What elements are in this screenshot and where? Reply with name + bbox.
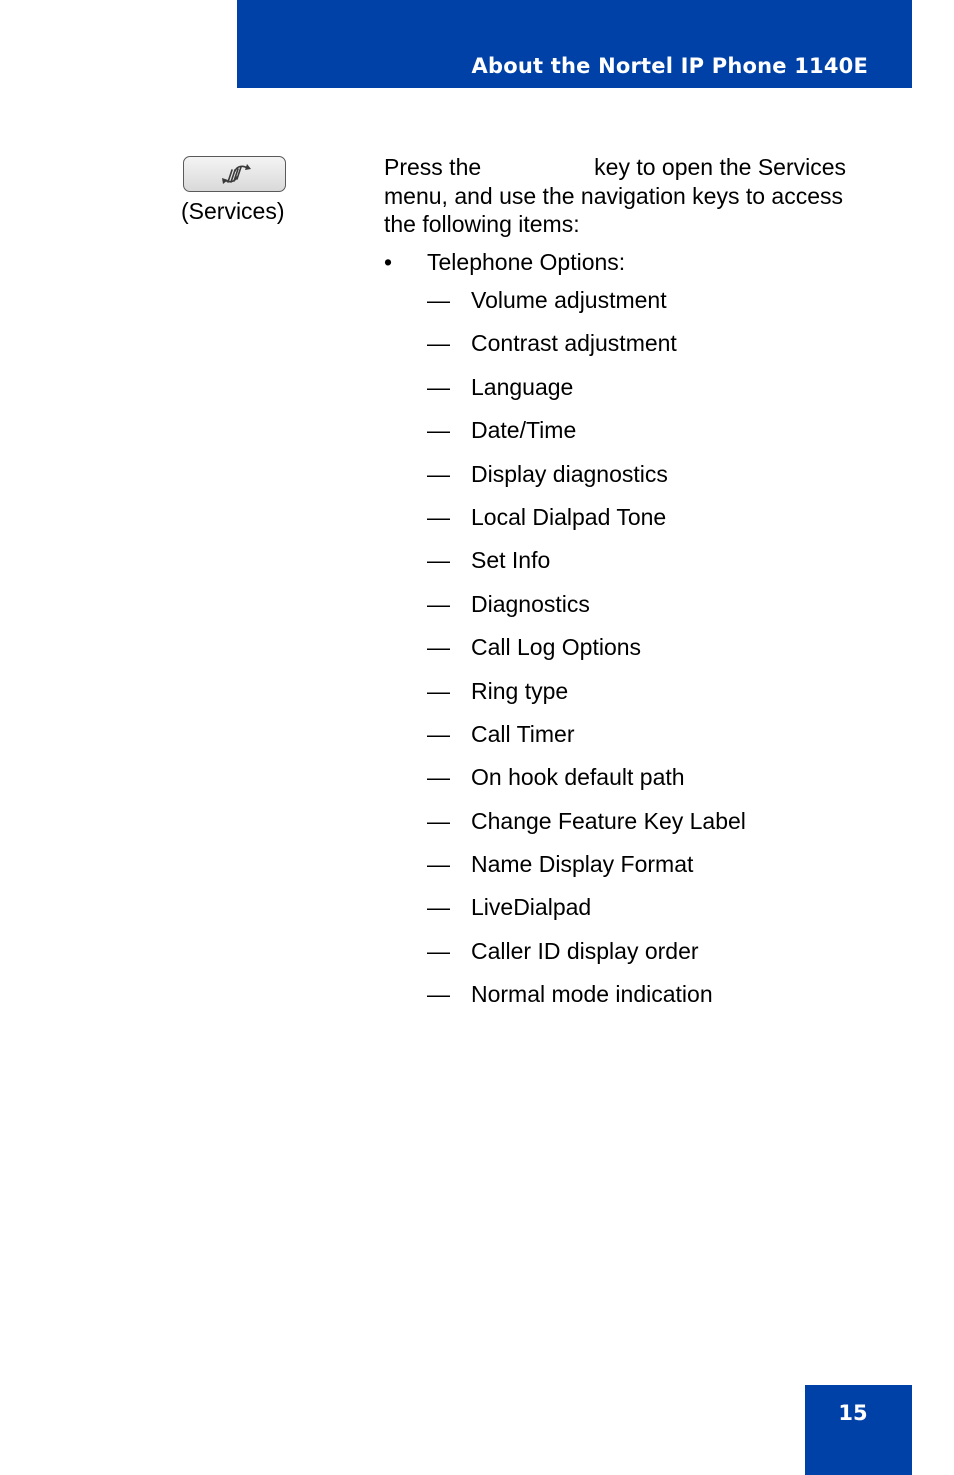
services-key-label: (Services) xyxy=(181,198,285,224)
list-item-text: Diagnostics xyxy=(471,590,590,617)
intro-text-after-key: key to open the Services xyxy=(594,154,847,180)
dash-mark: — xyxy=(427,981,450,1008)
dash-mark: — xyxy=(427,503,450,530)
dash-mark: — xyxy=(427,764,450,791)
dash-mark: — xyxy=(427,677,450,704)
dash-mark: — xyxy=(427,330,450,357)
dash-mark: — xyxy=(427,547,450,574)
list-item-text: Language xyxy=(471,373,574,400)
page-header-title: About the Nortel IP Phone 1140E xyxy=(471,54,868,78)
list-item-text: On hook default path xyxy=(471,764,685,791)
list-item-text: Call Timer xyxy=(471,720,575,747)
list-item-text: Ring type xyxy=(471,677,569,704)
intro-line-2: menu, and use the navigation keys to access xyxy=(384,182,844,209)
list-item-text: Set Info xyxy=(471,547,551,574)
dash-mark: — xyxy=(427,894,450,921)
list-item-text: Change Feature Key Label xyxy=(471,807,746,834)
list-item-text: Local Dialpad Tone xyxy=(471,503,667,530)
services-key-icon xyxy=(219,160,253,188)
intro-line-3: the following items: xyxy=(384,211,580,237)
dash-mark: — xyxy=(427,634,450,661)
list-item-text: Caller ID display order xyxy=(471,937,699,964)
services-key-button[interactable] xyxy=(183,156,286,192)
dash-mark: — xyxy=(427,460,450,487)
dash-mark: — xyxy=(427,851,450,878)
dash-mark: — xyxy=(427,937,450,964)
list-item-text: Normal mode indication xyxy=(471,981,713,1008)
list-item-text: Name Display Format xyxy=(471,851,694,878)
list-item-text: Display diagnostics xyxy=(471,460,668,487)
list-item-text: Volume adjustment xyxy=(471,287,667,313)
list-item-text: Call Log Options xyxy=(471,634,642,661)
list-item-text: Date/Time xyxy=(471,417,577,444)
list-item-text: Contrast adjustment xyxy=(471,330,677,357)
intro-paragraph xyxy=(384,153,874,239)
page-number-box xyxy=(805,1385,912,1475)
dash-mark: — xyxy=(427,720,450,747)
header-bar xyxy=(237,0,912,88)
intro-text-before-key: Press the xyxy=(384,154,482,180)
bullet-mark: • xyxy=(384,249,393,275)
dash-mark: — xyxy=(427,807,450,834)
page-number: 15 xyxy=(838,1401,868,1425)
dash-mark: — xyxy=(427,590,450,617)
bullet-text: Telephone Options: xyxy=(427,249,626,275)
dash-mark: — xyxy=(427,287,450,313)
intro-line-1 xyxy=(384,153,874,182)
list-item-text: LiveDialpad xyxy=(471,894,592,921)
dash-mark: — xyxy=(427,417,450,444)
dash-mark: — xyxy=(427,373,450,400)
